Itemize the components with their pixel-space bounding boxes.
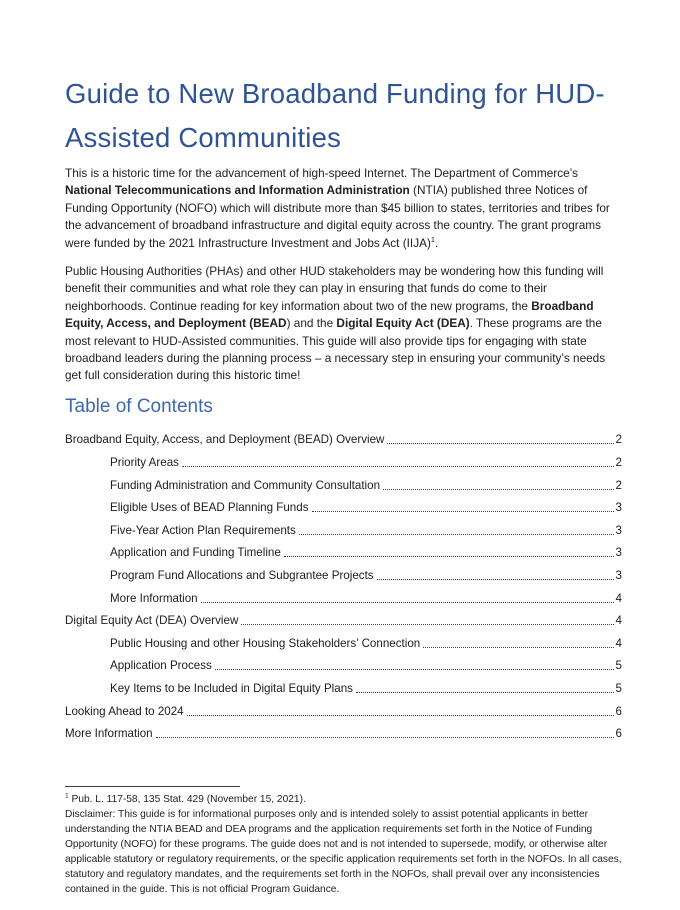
footnote <box>65 793 622 897</box>
toc-entry[interactable] <box>65 583 622 606</box>
intro-paragraph-1 <box>65 165 622 252</box>
toc-entry-label: Broadband Equity, Access, and Deployment (BEAD) Overview <box>65 433 385 447</box>
toc-leader-dots <box>423 647 613 648</box>
toc-leader-dots <box>312 511 614 512</box>
toc-leader-dots <box>215 669 614 670</box>
toc-entry-page-number: 2 <box>615 456 622 470</box>
toc-entry[interactable] <box>65 425 622 448</box>
toc-entry-label: Key Items to be Included in Digital Equity Plans <box>110 682 353 695</box>
toc-entry[interactable] <box>65 606 622 629</box>
paragraph-text-segment: Public Housing Authorities (PHAs) and other HUD stakeholders may be wondering how this funding will benefit their communities and what role they can play in ensuring that funds do come to their neighborhoods. Continue reading for key information about two of the new programs, the <box>65 264 604 313</box>
toc-entry-page-number: 2 <box>615 433 622 447</box>
toc-entry-label: Funding Administration and Community Consultation <box>110 478 381 492</box>
toc-entry-page-number: 4 <box>615 591 622 605</box>
toc-entry-label: Priority Areas <box>110 456 179 470</box>
toc-leader-dots <box>356 692 614 693</box>
paragraph-text-segment: . These programs are the most relevant to HUD-Assisted communities. This guide will also provide tips for engaging with state broadband leaders during the planning process – a necessary step in ensuring your community’s needs get full consideration during this historic time! <box>65 316 606 383</box>
toc-entry-label: Application and Funding Timeline <box>110 546 281 560</box>
toc-leader-dots <box>387 443 613 444</box>
footnote-marker: 1 <box>65 792 69 800</box>
paragraph-text-segment: 1 <box>430 234 435 244</box>
toc-leader-dots <box>187 715 614 716</box>
toc-leader-dots <box>156 737 614 738</box>
toc-entry[interactable] <box>65 628 622 651</box>
toc-entry-label: Program Fund Allocations and Subgrantee Projects <box>110 569 374 583</box>
toc-leader-dots <box>201 602 614 603</box>
paragraph-text-segment: Digital Equity Act (DEA) <box>336 316 470 331</box>
document-title: Guide to New Broadband Funding for HUD-Assisted Communities <box>65 78 605 153</box>
toc-entry[interactable] <box>65 515 622 538</box>
toc-entry-label: More Information <box>110 591 198 605</box>
toc-entry[interactable] <box>65 673 622 696</box>
toc-entry-page-number: 5 <box>615 682 622 695</box>
toc-entry-page-number: 3 <box>615 523 622 537</box>
paragraph-text-segment: This is a historic time for the advancement of high-speed Internet. The Department of Commerce’s <box>65 166 578 180</box>
toc-entry-page-number: 6 <box>615 704 622 718</box>
toc-leader-dots <box>182 466 614 467</box>
toc-entry[interactable] <box>65 493 622 516</box>
toc-leader-dots <box>241 624 613 625</box>
intro-paragraph-2 <box>65 263 622 385</box>
toc-entry-page-number: 4 <box>615 614 622 628</box>
toc-entry-page-number: 3 <box>615 569 622 583</box>
toc-entry-label: Five-Year Action Plan Requirements <box>110 523 296 537</box>
toc-entry-page-number: 2 <box>615 478 622 492</box>
toc-entry[interactable] <box>65 651 622 674</box>
toc-leader-dots <box>284 556 614 557</box>
toc-leader-dots <box>377 579 614 580</box>
paragraph-text-segment: . <box>434 235 439 250</box>
paragraph-text-segment: National Telecommunications and Information Administration <box>65 183 410 198</box>
toc-entry-label: Public Housing and other Housing Stakeholders’ Connection <box>110 636 421 650</box>
toc-heading: Table of Contents <box>65 395 213 417</box>
footnote-citation-text: Pub. L. 117-58, 135 Stat. 429 (November 15, 2021). <box>68 794 306 806</box>
toc-entry-page-number: 5 <box>615 659 622 673</box>
paragraph-text-segment: ) and the <box>286 316 337 331</box>
toc-entry-label: Application Process <box>110 659 212 673</box>
toc-entry-page-number: 4 <box>615 636 622 650</box>
toc-entry-label: Eligible Uses of BEAD Planning Funds <box>110 501 309 515</box>
toc-leader-dots <box>299 534 614 535</box>
toc-leader-dots <box>383 489 614 490</box>
toc-entry-label: More Information <box>65 727 153 741</box>
footnote-citation <box>65 793 622 808</box>
toc-entry[interactable] <box>65 470 622 493</box>
toc-entry-page-number: 3 <box>615 546 622 560</box>
toc-entry-page-number: 6 <box>615 727 622 741</box>
toc-entry-label: Looking Ahead to 2024 <box>65 704 184 718</box>
table-of-contents <box>65 425 622 741</box>
toc-entry[interactable] <box>65 696 622 719</box>
footnote-separator <box>65 786 240 787</box>
toc-entry[interactable] <box>65 538 622 561</box>
toc-entry-label: Digital Equity Act (DEA) Overview <box>65 614 239 628</box>
toc-entry-page-number: 3 <box>615 501 622 515</box>
paragraph-text-segment: Broadband Equity, Access, and Deployment (BEAD <box>65 298 594 331</box>
paragraph-text-segment: (NTIA) published three Notices of Funding Opportunity (NOFO) which will distribute more than $45 billion to states, territories and tribes for the advancement of broadband infrastructure and digital equity across the country. The grant programs were funded by the 2021 Infrastructure Investment and Jobs Act (IIJA) <box>65 183 610 250</box>
footnote-disclaimer: Disclaimer: This guide is for informational purposes only and is intended solely to assist potential applicants in better understanding the NTIA BEAD and DEA programs and the application requirements set forth in the Notice of Funding Opportunity (NOFO) for these programs. The guide does not and is not intended to supersede, modify, or otherwise alter applicable statutory or regulatory requirements, or the specific application requirements set forth in the NOFOs. In all cases, statutory and regulatory mandates, and the requirements set forth in the NOFOs, shall prevail over any inconsistencies contained in the guide. This is not official Program Guidance. <box>65 809 622 895</box>
toc-entry[interactable] <box>65 560 622 583</box>
toc-entry[interactable] <box>65 719 622 742</box>
toc-entry[interactable] <box>65 447 622 470</box>
